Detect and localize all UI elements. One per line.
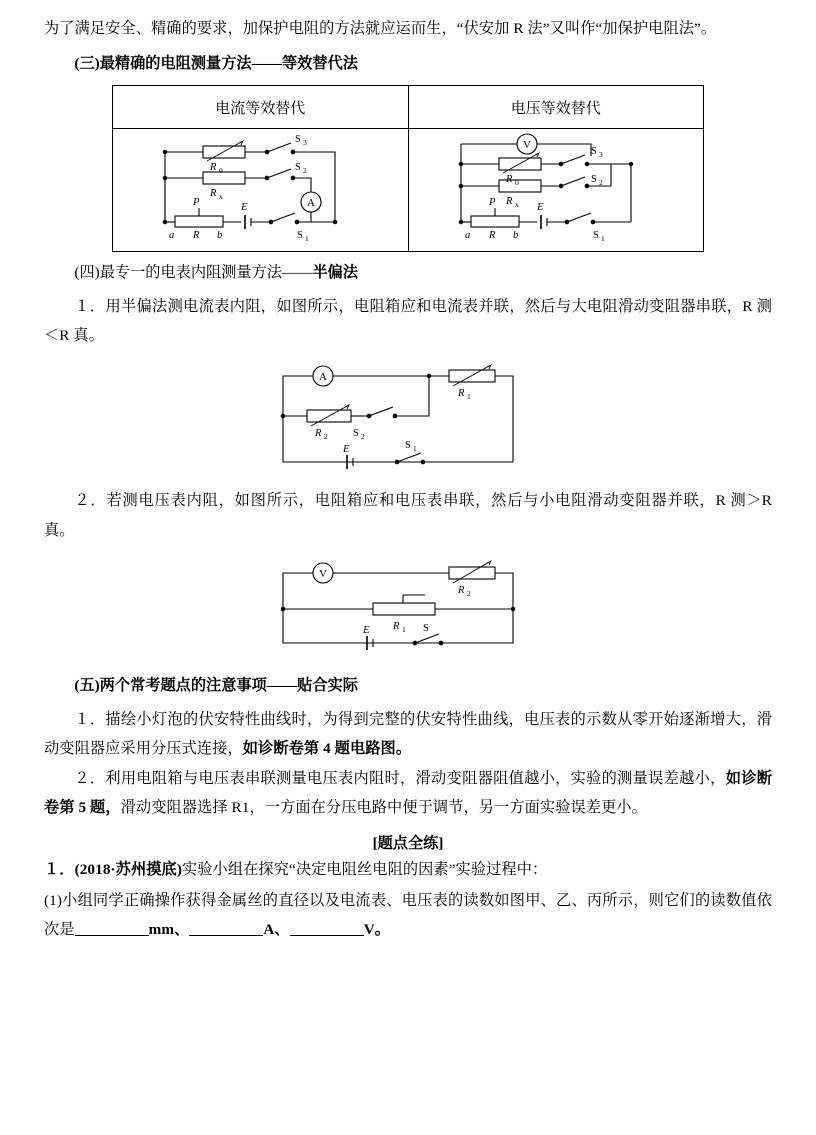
svg-text:R: R — [458, 388, 465, 400]
svg-text:0: 0 — [514, 178, 519, 188]
answer-unit-v: V。 — [363, 920, 391, 938]
svg-text:2: 2 — [324, 432, 328, 442]
equivalent-substitution-table — [112, 85, 704, 252]
paragraph-item-3-text: １．描绘小灯泡的伏安特性曲线时，为得到完整的伏安特性曲线，电压表的示数从零开始逐渐增大，滑动变阻器应采用分压式连接， — [44, 710, 772, 757]
figure-half-deflection-voltmeter — [263, 555, 553, 665]
svg-text:R: R — [393, 620, 400, 632]
svg-text:2: 2 — [361, 432, 365, 442]
paragraph-intro — [44, 14, 772, 43]
svg-text:R: R — [505, 174, 513, 186]
svg-text:S: S — [353, 428, 359, 440]
svg-text:A: A — [307, 197, 316, 210]
table-header-row — [113, 86, 704, 129]
question-1-text: 实验小组在探究“决定电阻丝电阻的因素”实验过程中： — [181, 861, 548, 879]
svg-text:R: R — [210, 162, 217, 174]
svg-text:S: S — [590, 174, 597, 186]
svg-text:2: 2 — [598, 178, 603, 188]
svg-text:R: R — [315, 428, 322, 440]
svg-text:A: A — [319, 371, 327, 384]
svg-text:b: b — [217, 230, 223, 242]
heading-section-four — [44, 259, 772, 288]
answer-blank-diameter[interactable] — [75, 920, 149, 936]
svg-text:0: 0 — [219, 166, 223, 176]
paragraph-item-2-text: ２．若测电压表内阻，如图所示，电阻箱应和电压表串联，然后与小电阻滑动变阻器并联，R 测＞R 真。 — [44, 492, 772, 539]
svg-text:S: S — [590, 146, 597, 158]
svg-text:1: 1 — [600, 234, 605, 244]
svg-text:1: 1 — [305, 234, 309, 244]
table-header-voltage: 电压等效替代 — [408, 86, 704, 129]
figure-half-deflection-ammeter — [263, 360, 553, 482]
table-body-row — [113, 129, 704, 252]
svg-text:E: E — [363, 624, 370, 636]
heading-five-number: (五) — [74, 676, 100, 694]
heading-three-text: 最精确的电阻测量方法——等效替代法 — [99, 55, 358, 73]
svg-text:3: 3 — [303, 138, 307, 148]
equivalent-substitution-table-wrap — [44, 85, 772, 252]
question-1-number: １． — [44, 861, 75, 879]
svg-text:2: 2 — [303, 166, 307, 176]
paragraph-item-1-text: １．用半偏法测电流表内阻，如图所示，电阻箱应和电流表并联，然后与大电阻滑动变阻器串联，R 测＜R 真。 — [44, 297, 772, 345]
svg-text:R: R — [458, 584, 465, 596]
paragraph-item-4-text: ２．利用电阻箱与电压表串联测量电压表内阻时，滑动变阻器阻值越小，实验的测量误差越小， — [74, 769, 726, 787]
svg-text:S: S — [592, 230, 599, 242]
paragraph-item-2 — [44, 486, 772, 544]
question-1 — [44, 855, 772, 884]
question-1-source: (2018·苏州摸底) — [74, 861, 182, 879]
svg-text:1: 1 — [402, 624, 406, 634]
question-1-part-1-text: (1)小组同学正确操作获得金属丝的直径以及电流表、电压表的读数如图甲、乙、丙所示，则它们的读数值依次是 — [44, 891, 772, 938]
svg-text:P: P — [193, 197, 200, 209]
svg-text:V: V — [522, 139, 531, 152]
svg-text:E: E — [241, 202, 248, 214]
svg-text:R: R — [488, 230, 496, 242]
svg-text:a: a — [169, 230, 175, 242]
heading-section-five — [44, 672, 772, 701]
svg-text:E: E — [536, 202, 544, 214]
svg-text:x: x — [514, 200, 519, 210]
answer-blank-current[interactable] — [189, 920, 263, 936]
svg-text:P: P — [488, 197, 496, 209]
answer-blank-voltage[interactable] — [290, 920, 364, 936]
paragraph-item-3-bold: 如诊断卷第 4 题电路图。 — [242, 739, 412, 757]
svg-text:V: V — [319, 567, 327, 580]
paragraph-intro-text: 为了满足安全、精确的要求，加保护电阻的方法就应运而生，“伏安加 R 法”又叫作“加保护电阻法”。 — [44, 20, 717, 37]
paragraph-item-1 — [44, 292, 772, 350]
svg-text:1: 1 — [413, 444, 417, 454]
exercise-section-title: [题点全练] — [372, 835, 444, 853]
table-cell-voltage-circuit — [408, 129, 704, 252]
svg-text:E: E — [343, 444, 350, 456]
svg-text:2: 2 — [467, 588, 471, 598]
heading-three-number: (三) — [74, 55, 100, 73]
table-header-current: 电流等效替代 — [113, 86, 409, 129]
svg-text:a: a — [464, 230, 470, 242]
heading-four-keyword: 半偏法 — [312, 264, 358, 282]
heading-four-text: 最专一的电表内阻测量方法—— — [99, 264, 313, 282]
svg-text:b: b — [512, 230, 518, 242]
svg-text:S: S — [405, 440, 411, 452]
table-cell-current-circuit — [113, 129, 409, 252]
svg-text:1: 1 — [467, 392, 471, 402]
svg-text:R: R — [193, 230, 200, 242]
figure-half-deflection-voltmeter-wrap — [44, 555, 772, 665]
svg-text:S: S — [297, 230, 304, 242]
heading-four-number: (四) — [74, 264, 100, 282]
circuit-voltage-substitution — [441, 130, 671, 250]
paragraph-item-4 — [44, 764, 772, 822]
svg-text:R: R — [210, 188, 217, 200]
figure-half-deflection-ammeter-wrap — [44, 360, 772, 482]
svg-text:S: S — [295, 134, 302, 146]
heading-section-three — [44, 50, 772, 79]
answer-unit-a: A、 — [263, 920, 290, 938]
svg-text:R: R — [505, 196, 513, 208]
heading-five-text: 两个常考题点的注意事项——贴合实际 — [99, 676, 358, 694]
question-1-part-1 — [44, 886, 772, 944]
svg-text:3: 3 — [598, 150, 603, 160]
svg-text:S: S — [423, 622, 429, 634]
circuit-current-substitution — [145, 130, 375, 250]
paragraph-item-4-tail: 滑动变阻器选择 R1，一方面在分压电路中便于调节，另一方面实验误差更小。 — [120, 799, 647, 817]
svg-text:S: S — [295, 162, 302, 174]
svg-text:x: x — [219, 192, 223, 202]
paragraph-item-4-bold: 如诊断卷第 5 题， — [44, 769, 772, 817]
paragraph-item-3 — [44, 705, 772, 763]
answer-unit-mm: mm、 — [148, 920, 190, 938]
